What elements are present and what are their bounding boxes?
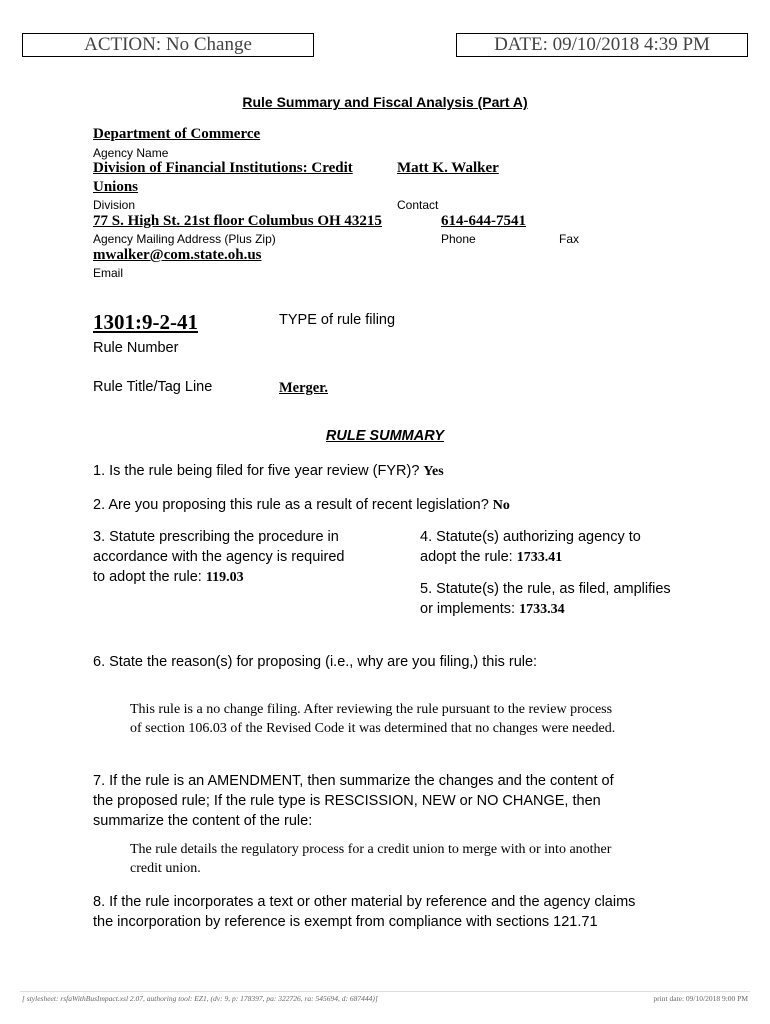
question-3-line1: 3. Statute prescribing the procedure in: [93, 529, 339, 545]
answer-6: [130, 700, 615, 738]
question-3: [93, 527, 344, 588]
phone-label: Phone: [441, 232, 476, 246]
answer-3: 119.03: [205, 570, 244, 585]
answer-2: No: [492, 498, 510, 513]
question-8-line2: the incorporation by reference is exempt from compliance with sections 121.71: [93, 914, 598, 930]
answer-1: Yes: [423, 464, 444, 479]
rule-number-label: Rule Number: [93, 340, 179, 356]
email-value: mwalker@com.state.oh.us: [93, 247, 262, 263]
question-4-line1: 4. Statute(s) authorizing agency to: [420, 529, 641, 545]
question-8: [93, 892, 635, 932]
rule-title-label: Rule Title/Tag Line: [93, 379, 213, 395]
question-5: [420, 579, 671, 620]
contact-label: Contact: [397, 198, 439, 212]
question-7-line1: 7. If the rule is an AMENDMENT, then summarize the changes and the content of: [93, 773, 614, 789]
agency-name-label: Agency Name: [93, 146, 169, 160]
date-box: [456, 33, 748, 57]
question-7: [93, 771, 614, 831]
email-label: Email: [93, 266, 124, 280]
fax-label: Fax: [559, 232, 580, 246]
page-title: Rule Summary and Fiscal Analysis (Part A): [242, 94, 528, 110]
answer-6-line1: This rule is a no change filing. After reviewing the rule pursuant to the review process: [130, 702, 613, 717]
footer-stylesheet: [ stylesheet: rsfaWithBusImpact.xsl 2.07, authoring tool: EZ1, (dv: 9, p: 178397, pa: 322726, ra: 545694, d: 687444)]: [22, 994, 378, 1003]
question-5-line2: or implements:: [420, 601, 516, 617]
question-2: [93, 495, 510, 516]
question-1-text: 1. Is the rule being filed for five year review (FYR)?: [93, 463, 420, 479]
question-2-text: 2. Are you proposing this rule as a result of recent legislation?: [93, 497, 489, 513]
date-text: DATE: 09/10/2018 4:39 PM: [494, 34, 710, 55]
question-4-line2: adopt the rule:: [420, 549, 513, 565]
department-value: Department of Commerce: [93, 126, 261, 142]
question-4: [420, 527, 641, 568]
answer-7-line2: credit union.: [130, 861, 201, 876]
contact-value: Matt K. Walker: [397, 160, 499, 176]
rule-summary-heading: RULE SUMMARY: [325, 428, 445, 444]
question-1: [93, 461, 444, 482]
rule-title-value: Merger.: [279, 380, 328, 396]
question-3-line3: to adopt the rule:: [93, 569, 202, 585]
question-7-line2: the proposed rule; If the rule type is RESCISSION, NEW or NO CHANGE, then: [93, 793, 601, 809]
question-7-line3: summarize the content of the rule:: [93, 813, 313, 829]
rule-type-label: TYPE of rule filing: [279, 312, 396, 328]
address-value: 77 S. High St. 21st floor Columbus OH 43215: [93, 213, 382, 229]
answer-5: 1733.34: [519, 602, 565, 617]
phone-value: 614-644-7541: [441, 213, 526, 229]
answer-4: 1733.41: [516, 550, 563, 565]
footer-divider: [20, 991, 750, 992]
rule-number-value: 1301:9-2-41: [93, 310, 198, 334]
question-3-line2: accordance with the agency is required: [93, 549, 345, 565]
address-label: Agency Mailing Address (Plus Zip): [93, 232, 276, 246]
division-value-line1: Division of Financial Institutions: Credit: [93, 160, 353, 176]
question-5-line1: 5. Statute(s) the rule, as filed, amplifies: [420, 581, 671, 597]
question-6: 6. State the reason(s) for proposing (i.e., why are you filing,) this rule:: [93, 654, 538, 670]
answer-6-line2: of section 106.03 of the Revised Code it was determined that no changes were needed.: [130, 721, 616, 736]
answer-7: [130, 840, 611, 878]
division-label: Division: [93, 198, 136, 212]
answer-7-line1: The rule details the regulatory process for a credit union to merge with or into another: [130, 842, 612, 857]
footer-print-date: print date: 09/10/2018 9:00 PM: [653, 994, 748, 1003]
action-box: [22, 33, 314, 57]
question-8-line1: 8. If the rule incorporates a text or other material by reference and the agency claims: [93, 894, 636, 910]
action-text: ACTION: No Change: [84, 34, 252, 55]
division-value-line2: Unions: [93, 179, 139, 195]
